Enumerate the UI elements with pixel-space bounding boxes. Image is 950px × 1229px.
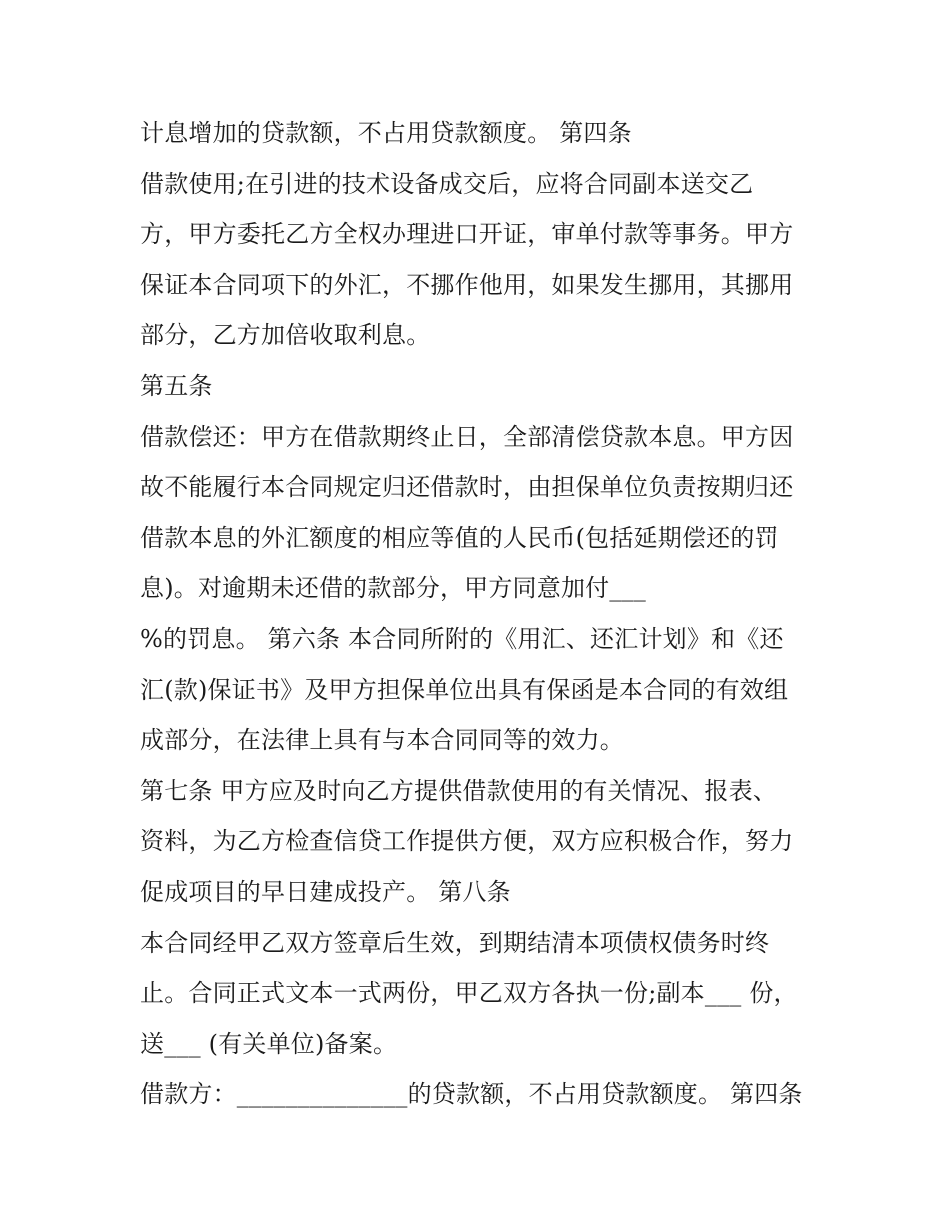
text-line: 送___ (有关单位)备案。 (140, 1029, 398, 1058)
text-line: 资料，为乙方检查信贷工作提供方便，双方应积极合作，努力 (140, 827, 794, 856)
text-line: 止。合同正式文本一式两份，甲乙双方各执一份;副本___ 份， (140, 979, 798, 1008)
borrower-signature-line: 借款方：______________的贷款额，不占用贷款额度。 第四条 (140, 1080, 803, 1109)
text-line: 故不能履行本合同规定归还借款时，由担保单位负责按期归还 (140, 473, 794, 502)
text-line: 汇(款)保证书》及甲方担保单位出具有保函是本合同的有效组 (140, 675, 789, 704)
text-line: 成部分，在法律上具有与本合同同等的效力。 (140, 726, 624, 755)
text-line: 借款偿还：甲方在借款期终止日，全部清偿贷款本息。甲方因 (140, 422, 794, 451)
text-line: 本合同经甲乙双方签章后生效，到期结清本项债权债务时终 (140, 928, 770, 957)
text-line: 第七条 甲方应及时向乙方提供借款使用的有关情况、报表、 (140, 776, 778, 805)
text-line: 息)。对逾期未还借的款部分，甲方同意加付___ (140, 574, 646, 603)
contract-body-text (140, 108, 830, 1120)
text-line: 方，甲方委托乙方全权办理进口开证，审单付款等事务。甲方 (140, 220, 794, 249)
text-line: 借款使用;在引进的技术设备成交后，应将合同副本送交乙 (140, 169, 754, 198)
text-line: 促成项目的早日建成投产。 第八条 (140, 877, 511, 906)
text-line: 计息增加的贷款额，不占用贷款额度。 第四条 (140, 119, 632, 147)
text-line: 借款本息的外汇额度的相应等值的人民币(包括延期偿还的罚 (140, 523, 779, 552)
text-line: 部分，乙方加倍收取利息。 (140, 321, 431, 350)
text-line: 保证本合同项下的外汇，不挪作他用，如果发生挪用，其挪用 (140, 270, 794, 299)
text-line: %的罚息。 第六条 本合同所附的《用汇、还汇计划》和《还 (140, 624, 784, 653)
article-heading: 第五条 (140, 371, 213, 400)
